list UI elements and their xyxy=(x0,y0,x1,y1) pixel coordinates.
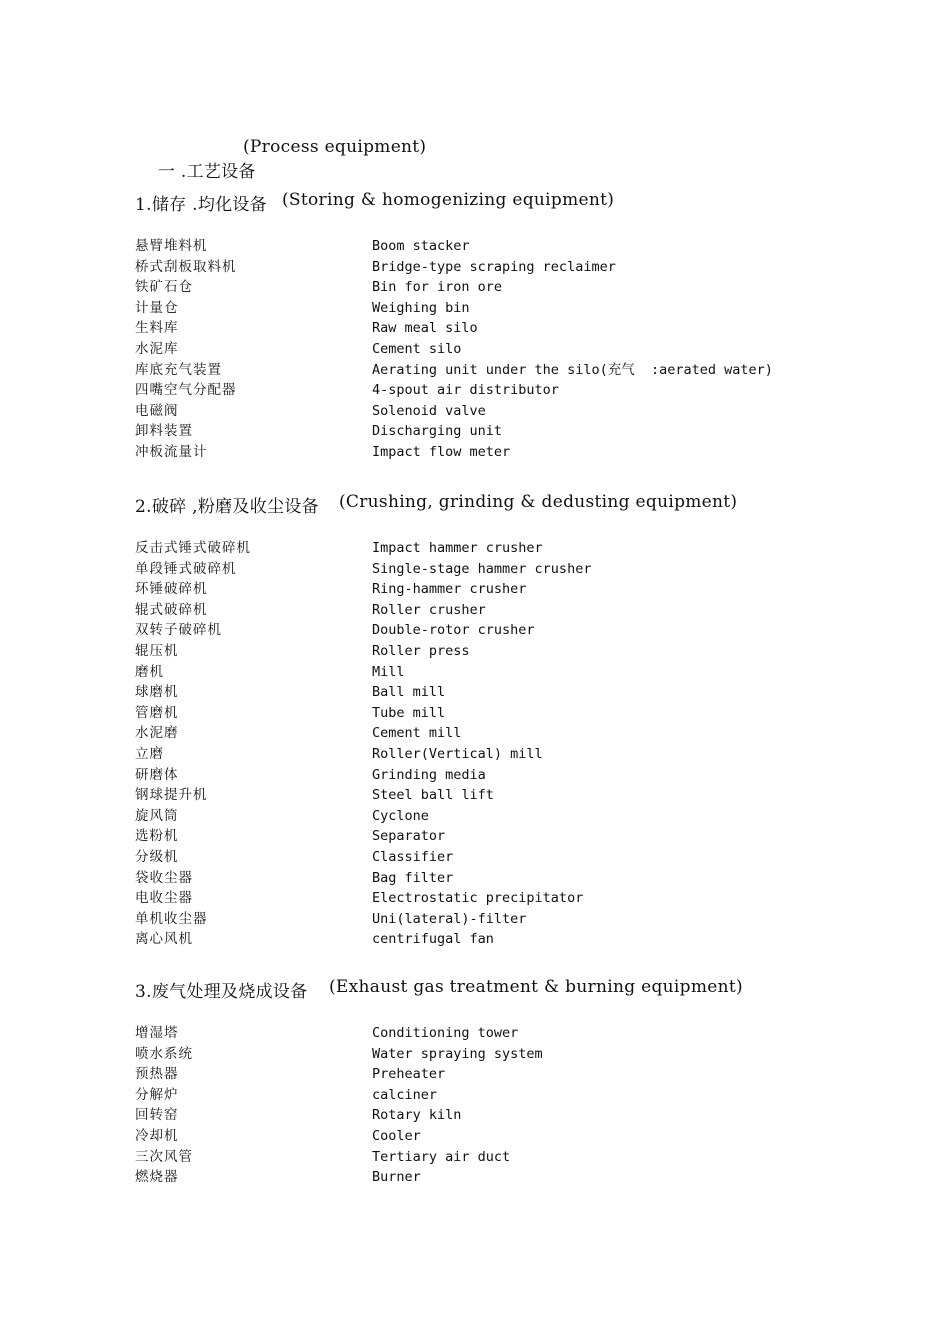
section-heading-en: (Crushing, grinding & dedusting equipment) xyxy=(339,492,738,512)
term-en: Impact hammer crusher xyxy=(372,540,543,556)
term-row xyxy=(135,765,855,786)
term-en: Roller(Vertical) mill xyxy=(372,745,543,762)
term-row xyxy=(135,442,855,463)
term-cn: 四嘴空气分配器 xyxy=(135,382,237,399)
term-cn: 单段锤式破碎机 xyxy=(135,560,237,577)
term-row xyxy=(135,703,855,724)
term-list xyxy=(135,538,855,950)
term-cn: 环锤破碎机 xyxy=(135,581,208,598)
term-en: Rotary kiln xyxy=(372,1107,462,1124)
term-cn: 管磨机 xyxy=(135,704,179,721)
term-en: Impact flow meter xyxy=(372,443,511,460)
term-en: Discharging unit xyxy=(372,423,503,440)
term-row xyxy=(135,909,855,930)
term-cn: 分解炉 xyxy=(135,1086,179,1103)
term-cn: 库底充气装置 xyxy=(135,361,222,378)
term-cn: 生料库 xyxy=(135,320,179,337)
term-en: Tertiary air duct xyxy=(372,1148,511,1165)
term-row xyxy=(135,421,855,442)
term-cn: 铁矿石仓 xyxy=(135,279,193,296)
term-cn: 选粉机 xyxy=(135,828,179,845)
term-row xyxy=(135,277,855,298)
term-en: 4-spout air distributor xyxy=(372,382,559,399)
term-row xyxy=(135,1044,855,1065)
term-row xyxy=(135,723,855,744)
term-row xyxy=(135,236,855,257)
term-en: Tube mill xyxy=(372,704,446,721)
term-en: Conditioning tower xyxy=(372,1025,519,1041)
term-cn: 水泥库 xyxy=(135,340,179,357)
term-cn: 回转窑 xyxy=(135,1107,179,1124)
term-cn: 离心风机 xyxy=(135,931,193,948)
term-row xyxy=(135,744,855,765)
term-en: Boom stacker xyxy=(372,238,470,254)
term-cn: 桥式刮板取料机 xyxy=(135,258,237,275)
term-en: Single-stage hammer crusher xyxy=(372,560,592,577)
term-row xyxy=(135,538,855,559)
term-en: Cement silo xyxy=(372,340,462,357)
term-cn: 旋风筒 xyxy=(135,807,179,824)
term-list xyxy=(135,236,855,463)
term-row xyxy=(135,806,855,827)
term-cn: 预热器 xyxy=(135,1066,179,1083)
section-heading-en: (Storing & homogenizing equipment) xyxy=(282,190,615,210)
term-row xyxy=(135,682,855,703)
term-row xyxy=(135,559,855,580)
section-storing xyxy=(135,190,855,463)
term-en: Weighing bin xyxy=(372,299,470,316)
term-row xyxy=(135,641,855,662)
term-cn: 电磁阀 xyxy=(135,402,179,419)
term-row xyxy=(135,1023,855,1044)
term-cn: 冷却机 xyxy=(135,1127,179,1144)
term-list xyxy=(135,1023,855,1188)
term-row xyxy=(135,600,855,621)
term-row xyxy=(135,1085,855,1106)
term-row xyxy=(135,360,855,381)
section-heading-cn: 3.废气处理及烧成设备 xyxy=(135,982,308,1002)
term-row xyxy=(135,662,855,683)
term-cn: 三次风管 xyxy=(135,1148,193,1165)
term-cn: 球磨机 xyxy=(135,684,179,701)
term-row xyxy=(135,888,855,909)
term-cn: 燃烧器 xyxy=(135,1169,179,1186)
term-cn: 钢球提升机 xyxy=(135,787,208,804)
term-en: Bag filter xyxy=(372,869,454,886)
term-en: Aerating unit under the silo(充气 :aerated water) xyxy=(372,361,773,378)
section-heading-cn: 2.破碎 ,粉磨及收尘设备 xyxy=(135,497,319,517)
term-cn: 磨机 xyxy=(135,663,164,680)
term-en: Roller crusher xyxy=(372,601,486,618)
term-cn: 辊式破碎机 xyxy=(135,601,208,618)
term-row xyxy=(135,1105,855,1126)
term-cn: 水泥磨 xyxy=(135,725,179,742)
term-cn: 计量仓 xyxy=(135,299,179,316)
section-heading xyxy=(135,190,855,214)
term-cn: 双转子破碎机 xyxy=(135,622,222,639)
term-row xyxy=(135,318,855,339)
term-en: Burner xyxy=(372,1169,421,1186)
term-en: Electrostatic precipitator xyxy=(372,890,584,907)
term-en: Double-rotor crusher xyxy=(372,622,535,639)
term-cn: 袋收尘器 xyxy=(135,869,193,886)
term-en: Bin for iron ore xyxy=(372,279,503,296)
term-en: Preheater xyxy=(372,1066,446,1083)
term-row xyxy=(135,847,855,868)
term-cn: 冲板流量计 xyxy=(135,443,208,460)
term-en: Separator xyxy=(372,828,446,845)
term-cn: 立磨 xyxy=(135,745,164,762)
term-cn: 电收尘器 xyxy=(135,890,193,907)
section-heading xyxy=(135,492,855,516)
term-row xyxy=(135,929,855,950)
term-en: Solenoid valve xyxy=(372,402,486,419)
term-row xyxy=(135,1147,855,1168)
section-crushing xyxy=(135,492,855,950)
title-cn: 一 .工艺设备 xyxy=(157,162,256,182)
term-en: Water spraying system xyxy=(372,1045,543,1062)
term-row xyxy=(135,868,855,889)
section-heading xyxy=(135,977,855,1001)
section-burning xyxy=(135,977,855,1188)
term-row xyxy=(135,785,855,806)
term-row xyxy=(135,380,855,401)
term-en: centrifugal fan xyxy=(372,931,494,948)
term-cn: 增湿塔 xyxy=(135,1025,179,1041)
term-en: Ring-hammer crusher xyxy=(372,581,527,598)
term-cn: 辊压机 xyxy=(135,642,179,659)
term-cn: 分级机 xyxy=(135,848,179,865)
term-cn: 研磨体 xyxy=(135,766,179,783)
term-row xyxy=(135,826,855,847)
term-en: Ball mill xyxy=(372,684,446,701)
term-row xyxy=(135,1126,855,1147)
term-cn: 悬臂堆料机 xyxy=(135,238,208,254)
term-row xyxy=(135,401,855,422)
term-en: Mill xyxy=(372,663,405,680)
term-cn: 卸料装置 xyxy=(135,423,193,440)
term-row xyxy=(135,579,855,600)
term-row xyxy=(135,339,855,360)
term-row xyxy=(135,1064,855,1085)
term-cn: 单机收尘器 xyxy=(135,910,208,927)
term-en: Steel ball lift xyxy=(372,787,494,804)
term-row xyxy=(135,298,855,319)
term-row xyxy=(135,257,855,278)
section-heading-cn: 1.储存 .均化设备 xyxy=(135,195,268,215)
term-en: Bridge-type scraping reclaimer xyxy=(372,258,616,275)
term-cn: 喷水系统 xyxy=(135,1045,193,1062)
term-en: Grinding media xyxy=(372,766,486,783)
term-en: Raw meal silo xyxy=(372,320,478,337)
term-cn: 反击式锤式破碎机 xyxy=(135,540,251,556)
term-en: Cooler xyxy=(372,1127,421,1144)
section-heading-en: (Exhaust gas treatment & burning equipment) xyxy=(329,977,743,997)
term-en: calciner xyxy=(372,1086,438,1103)
term-en: Uni(lateral)-filter xyxy=(372,910,527,927)
term-en: Cement mill xyxy=(372,725,462,742)
term-en: Roller press xyxy=(372,642,470,659)
term-row xyxy=(135,620,855,641)
term-en: Cyclone xyxy=(372,807,429,824)
title-en: (Process equipment) xyxy=(243,137,427,157)
term-row xyxy=(135,1167,855,1188)
term-en: Classifier xyxy=(372,848,454,865)
